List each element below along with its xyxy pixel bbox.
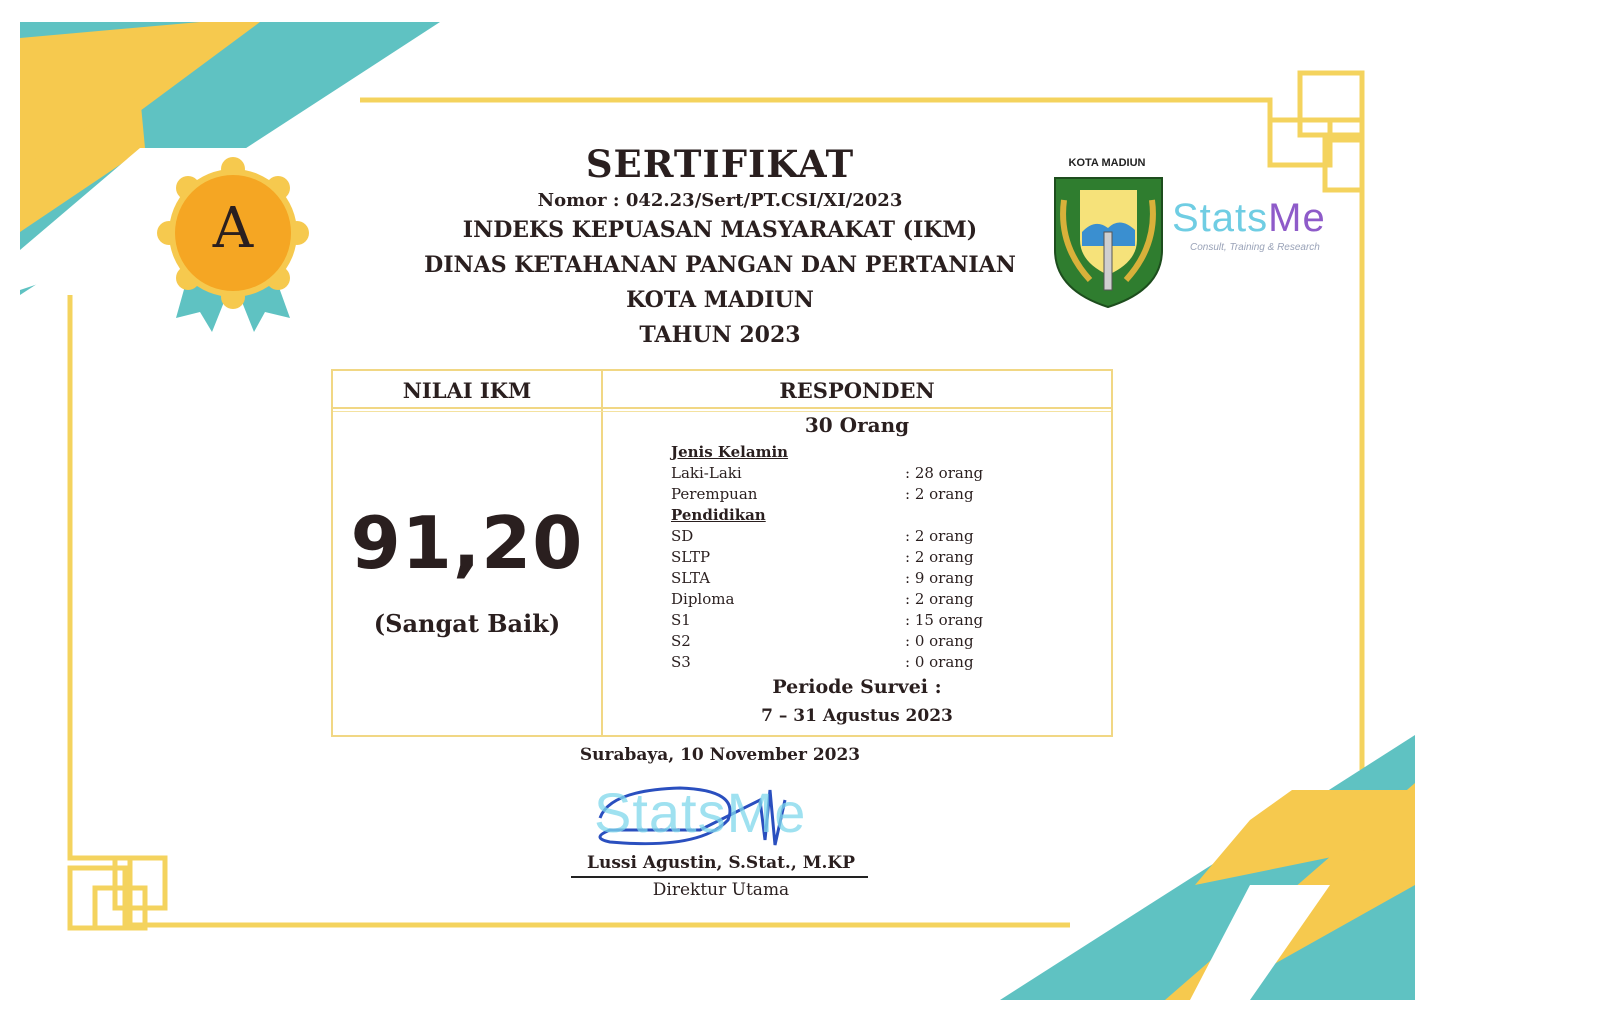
ikm-score-label: (Sangat Baik) — [373, 609, 561, 638]
row-value: : 2 orang — [905, 548, 974, 566]
education-row — [671, 527, 1071, 548]
col-header-nilai-ikm: NILAI IKM — [402, 378, 532, 403]
kota-madiun-label: KOTA MADIUN — [1068, 157, 1146, 169]
education-row — [671, 569, 1071, 590]
row-label: Perempuan — [671, 485, 758, 503]
education-row — [671, 611, 1071, 632]
row-value: : 2 orang — [905, 590, 974, 608]
education-section-title: Pendidikan — [671, 506, 766, 524]
row-label: Diploma — [671, 590, 735, 608]
ikm-score: 91,20 — [350, 501, 584, 585]
row-label: Laki-Laki — [671, 464, 742, 482]
row-label: SD — [671, 527, 694, 545]
gender-row — [671, 485, 1071, 506]
row-value: : 9 orang — [905, 569, 974, 587]
row-label: S1 — [671, 611, 691, 629]
row-value: : 0 orang — [905, 632, 974, 650]
result-table — [331, 369, 1113, 737]
signature-line — [571, 876, 868, 878]
row-value: : 28 orang — [905, 464, 984, 482]
signer-name: Lussi Agustin, S.Stat., M.KP — [587, 853, 855, 873]
education-row — [671, 548, 1071, 569]
certificate-title: SERTIFIKAT — [585, 142, 855, 186]
place-date: Surabaya, 10 November 2023 — [579, 745, 861, 765]
row-value: : 15 orang — [905, 611, 984, 629]
table-header-line-2 — [333, 411, 1111, 412]
row-label: S3 — [671, 653, 691, 671]
education-row — [671, 653, 1071, 674]
row-label: SLTP — [671, 548, 711, 566]
heading-line-3: KOTA MADIUN — [626, 287, 814, 313]
statsme-tagline: Consult, Training & Research — [1190, 242, 1320, 253]
signature-stamp-watermark: StatsMe — [594, 781, 807, 844]
row-value: : 0 orang — [905, 653, 974, 671]
heading-line-1: INDEKS KEPUASAN MASYARAKAT (IKM) — [462, 217, 978, 243]
heading-line-2: DINAS KETAHANAN PANGAN DAN PERTANIAN — [424, 252, 1016, 278]
signer-role: Direktur Utama — [652, 880, 790, 900]
row-label: SLTA — [671, 569, 711, 587]
education-row — [671, 590, 1071, 611]
total-respondents: 30 Orang — [804, 413, 910, 437]
row-value: : 2 orang — [905, 527, 974, 545]
survey-period-label: Periode Survei : — [772, 676, 942, 698]
gender-section-title: Jenis Kelamin — [671, 443, 789, 461]
statsme-logo-prefix: Stats — [1172, 196, 1269, 240]
table-header-line — [333, 407, 1111, 409]
gender-row — [671, 464, 1071, 485]
survey-period-value: 7 – 31 Agustus 2023 — [761, 706, 953, 726]
statsme-logo-suffix: Me — [1268, 196, 1326, 240]
heading-line-4: TAHUN 2023 — [639, 322, 801, 348]
col-header-responden: RESPONDEN — [779, 378, 935, 403]
education-row — [671, 632, 1071, 653]
row-value: : 2 orang — [905, 485, 974, 503]
row-label: S2 — [671, 632, 691, 650]
certificate-number: Nomor : 042.23/Sert/PT.CSI/XI/2023 — [537, 190, 903, 211]
grade-badge-letter: A — [212, 196, 254, 261]
